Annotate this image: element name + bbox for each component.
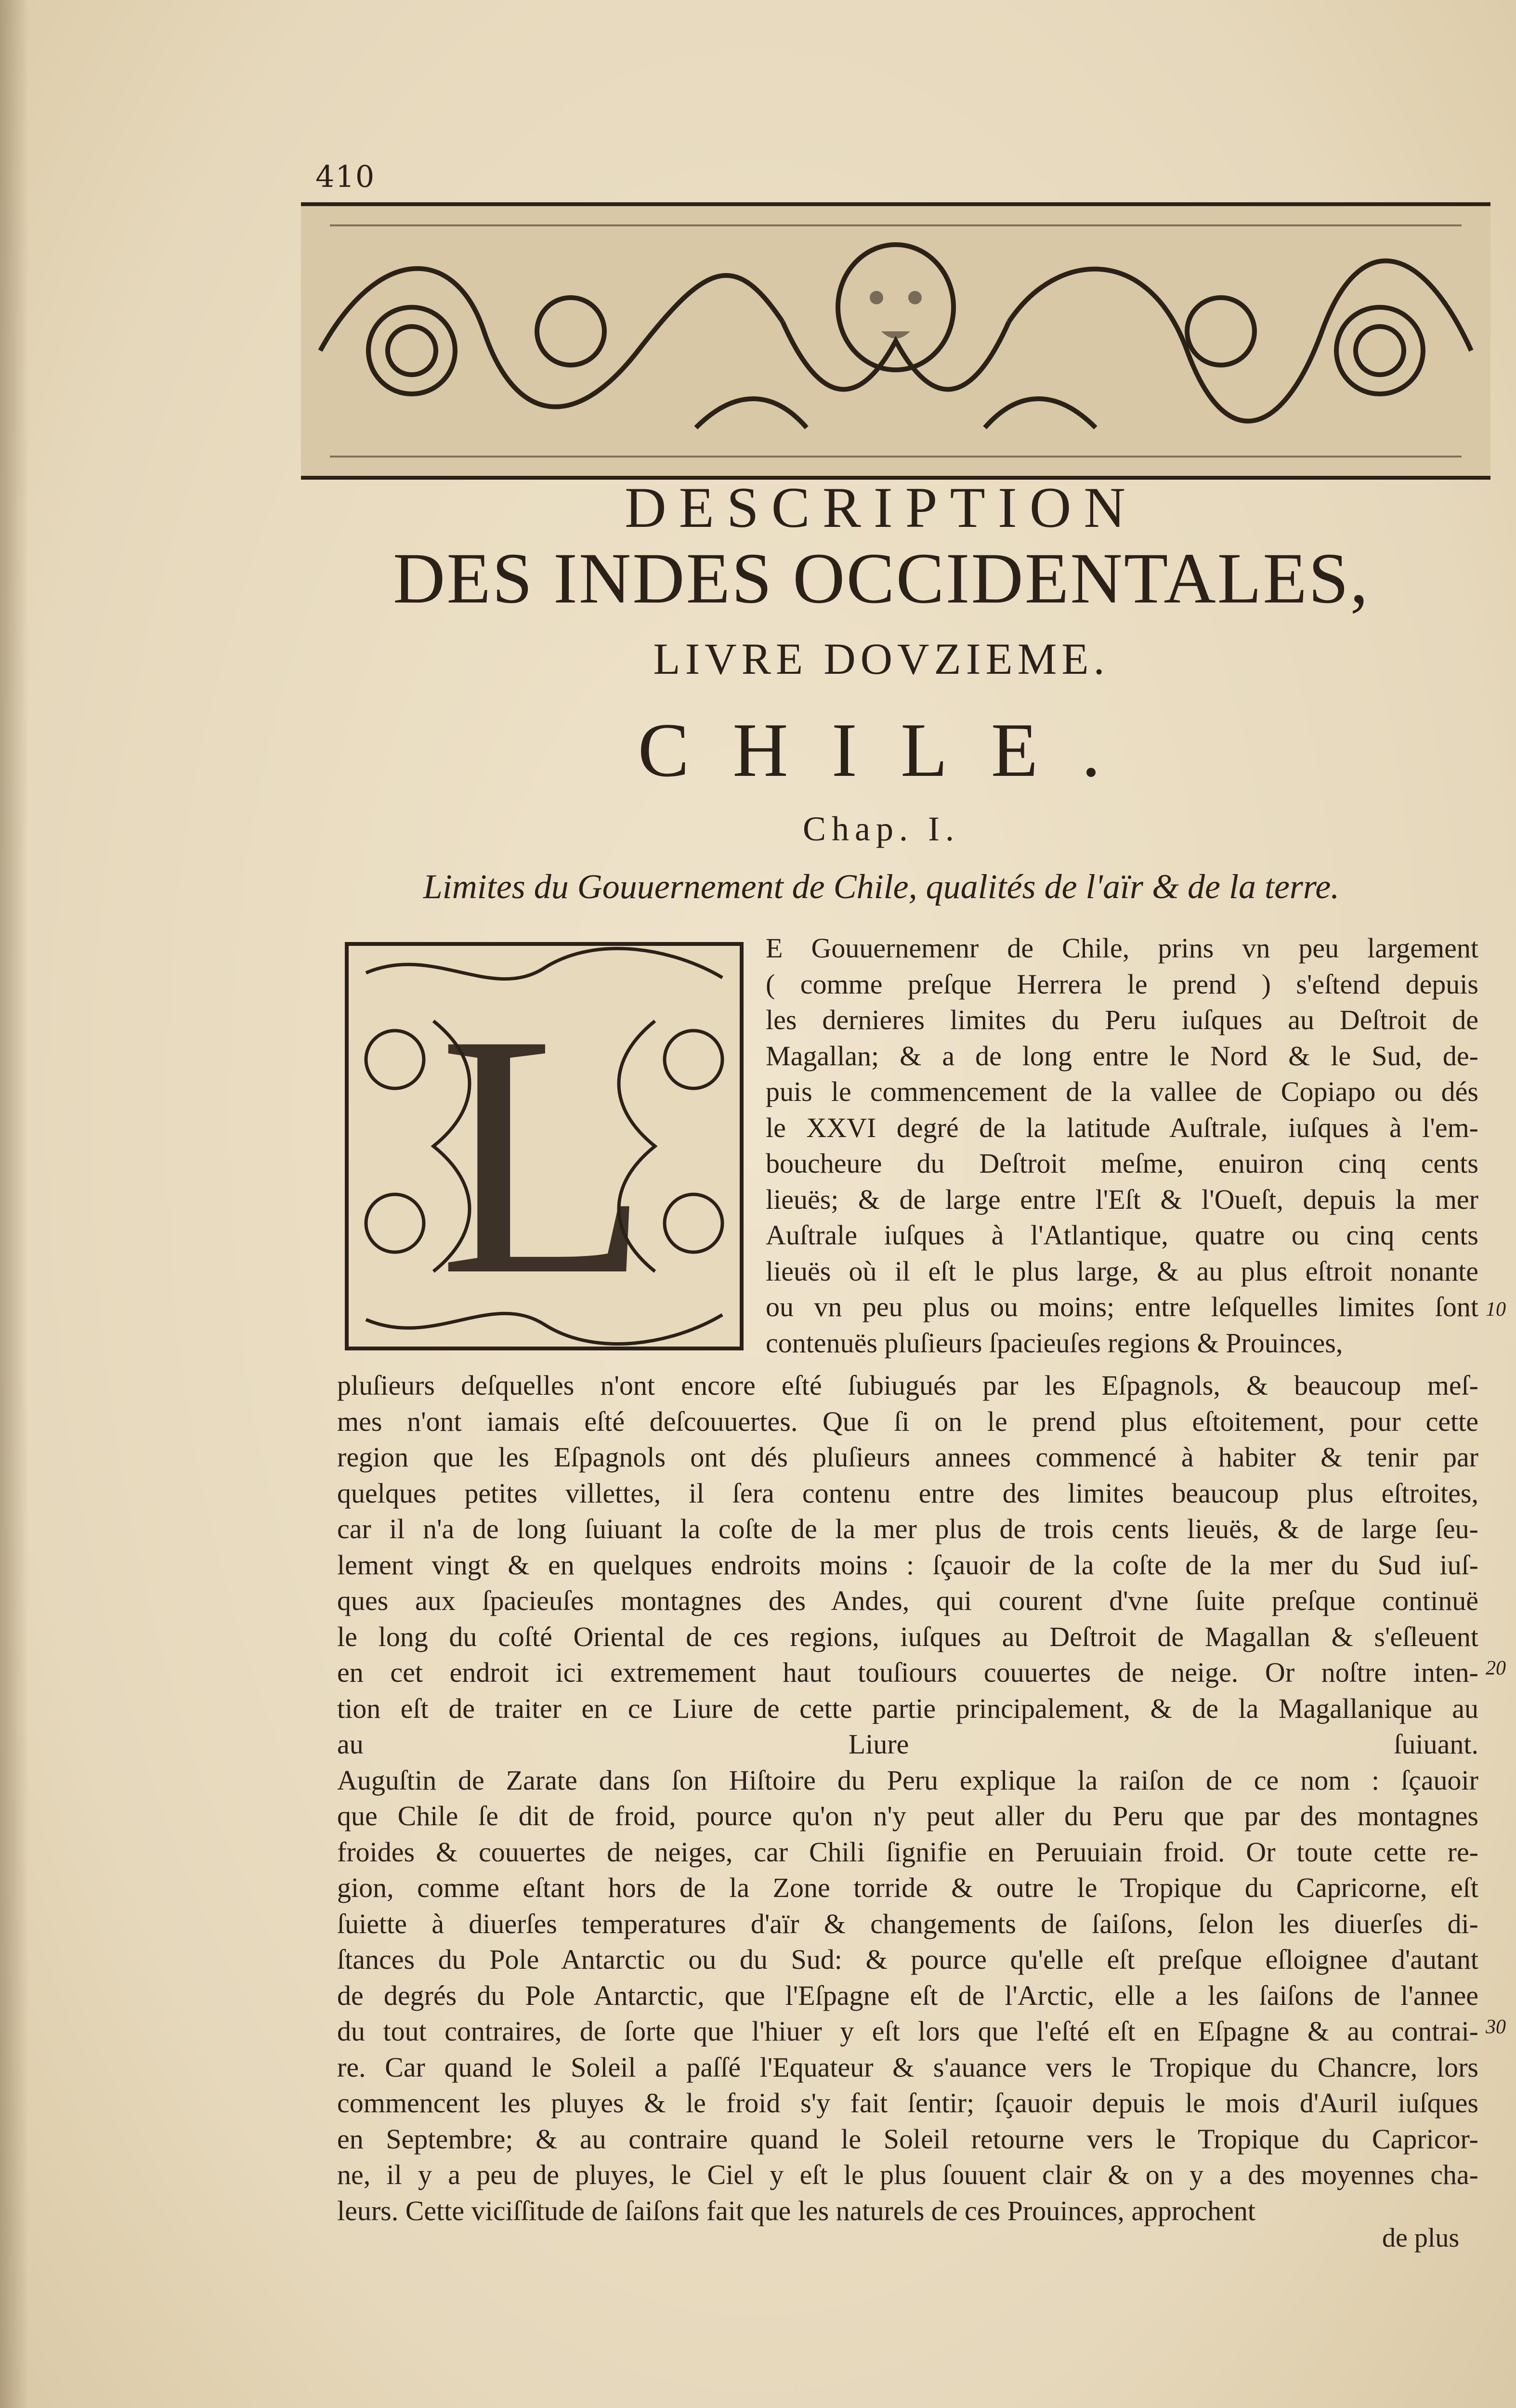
text-line: E Gouuernemenr de Chile, prins vn peu largement [766, 932, 1478, 964]
text-column-beside-initial [766, 930, 1478, 1361]
text-line: ques aux ſpacieuſes montagnes des Andes, qui courent d'vne ſuite preſque continuë [337, 1585, 1478, 1616]
text-line: mes n'ont iamais eſté deſcouuertes. Que ſi on le prend plus eſtoitement, pour cette [337, 1405, 1478, 1437]
text-line: re. Car quand le Soleil a paſſé l'Equateur & s'auance vers le Tropique du Chancre, lors [337, 2051, 1478, 2083]
text-line: tion eſt de traiter en ce Liure de cette partie principalement, & de la Magallanique au [337, 1692, 1478, 1724]
text-line: lement vingt & en quelques endroits moins : ſçauoir de la coſte de la mer du Sud iuſ- [337, 1549, 1478, 1581]
title-indes-occidentales: DES INDES OCCIDENTALES, [393, 538, 1370, 618]
text-line: en cet endroit ici extremement haut touſiours couuertes de neige. Or noſtre inten- [337, 1657, 1478, 1688]
text-line: leurs. Cette viciſſitude de ſaiſons fait que les naturels de ces Prouinces, approchent [337, 2195, 1255, 2226]
text-body-main [337, 1368, 1478, 2229]
chapter-heading: Chap. I. [803, 810, 960, 848]
banner-ornament-svg [301, 206, 1490, 476]
text-line: puis le commencement de la vallee de Copiapo ou dés [766, 1076, 1478, 1107]
text-line: pluſieurs deſquelles n'ont encore eſté ſubiugués par les Eſpagnols, & beaucoup meſ- [337, 1370, 1478, 1401]
margin-line-number-20: 20 [1486, 1657, 1506, 1679]
text-line: lieuës où il eſt le plus large, & au plus eſtroit nonante [766, 1255, 1478, 1287]
drop-cap-ornament-svg [337, 934, 751, 1358]
text-line: lieuës; & de large entre l'Eſt & l'Oueſt, depuis la mer [766, 1183, 1478, 1215]
text-line: ne, il y a peu de pluyes, le Ciel y eſt le plus ſouuent clair & on y a des moyennes cha- [337, 2159, 1478, 2190]
text-line: les dernieres limites du Peru iuſques au Deſtroit de [766, 1004, 1478, 1035]
text-line: commencent les pluyes & le froid s'y fait ſentir; ſçauoir depuis le mois d'Auril iuſques [337, 2087, 1478, 2119]
catchword: de plus [1382, 2223, 1460, 2253]
text-line: le XXVI degré de la latitude Auſtrale, iuſques à l'em- [766, 1112, 1478, 1143]
text-line: ou vn peu plus ou moins; entre leſquelles limites ſont [766, 1291, 1478, 1322]
text-line: quelques petites villettes, il ſera contenu entre des limites beaucoup plus eſtroites, [337, 1477, 1478, 1509]
text-line: gion, comme eſtant hors de la Zone torride & outre le Tropique du Capricorne, eſt [337, 1872, 1478, 1903]
margin-line-number-10: 10 [1486, 1298, 1506, 1321]
text-line: Auguſtin de Zarate dans ſon Hiſtoire du Peru explique la raiſon de ce nom : ſçauoir [337, 1764, 1478, 1796]
title-description: DESCRIPTION [624, 475, 1138, 539]
text-line: de degrés du Pole Antarctic, que l'Eſpagne eſt de l'Arctic, elle a les ſaiſons de l'annee [337, 1979, 1478, 2011]
text-line: car il n'a de long ſuiuant la coſte de la mer plus de trois cents lieuës, & de large ſeu- [337, 1513, 1478, 1544]
text-line: boucheure du Deſtroit meſme, enuiron cinq cents [766, 1148, 1478, 1179]
text-line: du tout contraires, de ſorte que l'hiuer y eſt lors que l'eſté eſt en Eſpagne & au contrai- [337, 2015, 1478, 2047]
text-line: contenuës pluſieurs ſpacieuſes regions & Prouinces, [766, 1327, 1343, 1359]
text-line: que Chile ſe dit de froid, pource qu'on n'y peut aller du Peru que par des montagnes [337, 1800, 1478, 1832]
text-line: en Septembre; & au contraire quand le Soleil retourne vers le Tropique du Capricor- [337, 2123, 1478, 2155]
title-livre: LIVRE DOVZIEME. [653, 634, 1110, 683]
text-line: le long du coſté Oriental de ces regions, iuſques au Deſtroit de Magallan & s'eſleuent [337, 1621, 1478, 1652]
text-line: ( comme preſque Herrera le prend ) s'eſtend depuis [766, 968, 1478, 1000]
chapter-subtitle: Limites du Gouuernement de Chile, qualités de l'aïr & de la terre. [423, 867, 1340, 906]
text-line: Magallan; & a de long entre le Nord & le Sud, de- [766, 1040, 1478, 1072]
text-line: froides & couuertes de neiges, car Chili ſignifie en Peruuiain froid. Or toute cette re- [337, 1836, 1478, 1868]
drop-cap-letter: L [438, 962, 650, 1347]
text-line: au Liure ſuiuant. [337, 1728, 1478, 1760]
margin-line-number-30: 30 [1486, 2016, 1506, 2038]
ornamental-banner [301, 202, 1490, 480]
title-chile: CHILE. [638, 707, 1144, 793]
gutter-shadow [0, 0, 29, 2408]
page-number: 410 [315, 159, 376, 194]
text-line: ſtances du Pole Antarctic ou du Sud: & pource qu'elle eſt preſque eſloignee d'autant [337, 1944, 1478, 1975]
ornamental-initial [337, 934, 751, 1358]
text-line: region que les Eſpagnols ont dés pluſieurs annees commencé à habiter & tenir par [337, 1441, 1478, 1473]
text-line: Auſtrale iuſques à l'Atlantique, quatre ou cinq cents [766, 1219, 1478, 1251]
text-line: ſuiette à diuerſes temperatures d'aïr & changements de ſaiſons, ſelon les diuerſes di- [337, 1908, 1478, 1939]
